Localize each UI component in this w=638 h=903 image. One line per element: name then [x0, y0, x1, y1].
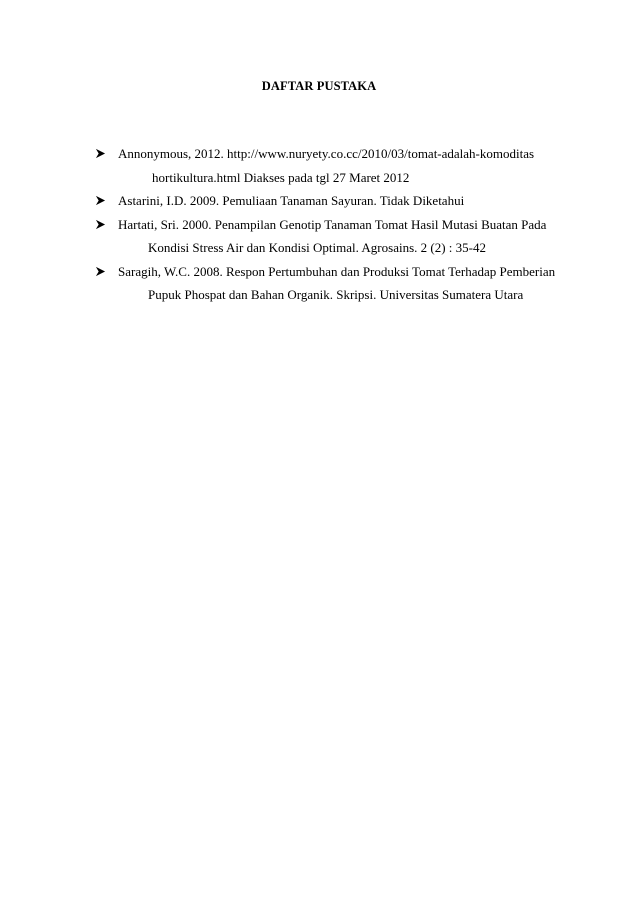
arrowhead-bullet-icon — [95, 213, 109, 237]
reference-line: hortikultura.html Diakses pada tgl 27 Maret 2012 — [152, 169, 410, 185]
reference-item — [95, 142, 565, 189]
reference-list — [95, 142, 565, 307]
reference-line: Annonymous, 2012. http://www.nuryety.co.cc/2010/03/tomat-adalah-komoditas — [118, 146, 535, 161]
reference-line: Saragih, W.C. 2008. Respon Pertumbuhan dan Produksi Tomat Terhadap Pemberian — [118, 263, 556, 279]
reference-item — [95, 189, 565, 213]
reference-line: Pupuk Phospat dan Bahan Organik. Skripsi. Universitas Sumatera Utara — [148, 287, 524, 302]
reference-line: Astarini, I.D. 2009. Pemuliaan Tanaman Sayuran. Tidak Diketahui — [118, 193, 465, 208]
page-title: DAFTAR PUSTAKA — [261, 79, 377, 93]
reference-line: Hartati, Sri. 2000. Penampilan Genotip Tanaman Tomat Hasil Mutasi Buatan Pada — [118, 216, 547, 232]
arrowhead-bullet-icon — [95, 142, 109, 166]
arrowhead-bullet-icon — [95, 260, 109, 284]
arrowhead-bullet-icon — [95, 189, 109, 213]
reference-item — [95, 213, 565, 260]
reference-item — [95, 260, 565, 307]
reference-line: Kondisi Stress Air dan Kondisi Optimal. Agrosains. 2 (2) : 35-42 — [148, 240, 486, 255]
